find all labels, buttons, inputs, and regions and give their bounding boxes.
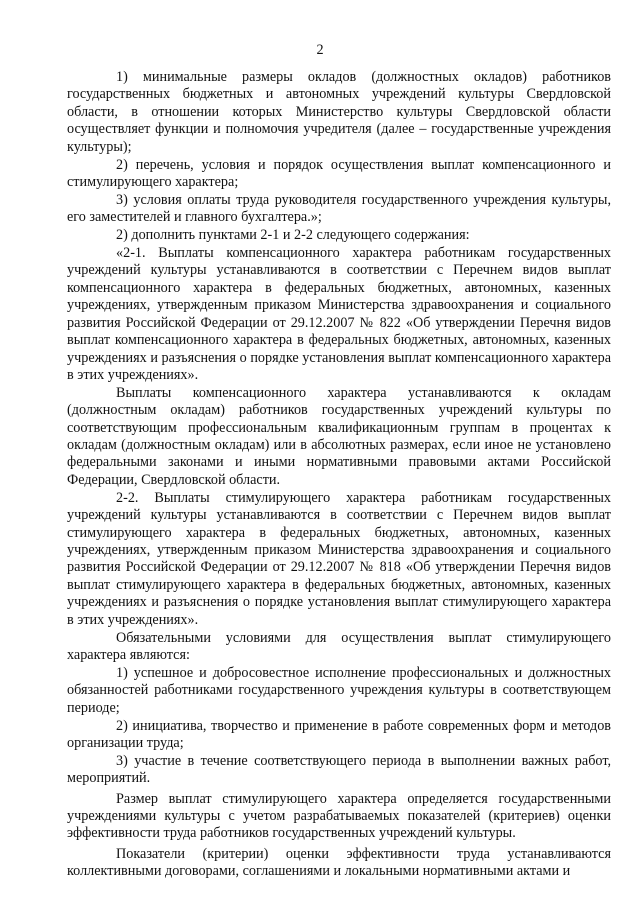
paragraph-condition-1: 1) успешное и добросовестное исполнение профессиональных и должностных обязанностей работниками государственного учреждения культуры в соответствующем периоде;: [67, 664, 611, 716]
paragraph-mandatory-conditions: Обязательными условиями для осуществления выплат стимулирующего характера являются:: [67, 629, 611, 663]
paragraph-item-2: 2) перечень, условия и порядок осуществления выплат компенсационного и стимулирующего характера;: [67, 156, 611, 190]
document-body: [67, 69, 611, 881]
page-number: 2: [316, 42, 324, 58]
paragraph-clause-2-1: «2-1. Выплаты компенсационного характера работникам государственных учреждений культуры устанавливаются в соответствии с Перечнем видов выплат компенсационного характера в федеральных бюджетных, автономных, казенных учреждениях, утвержденным приказом Министерства здравоохранения и социального развития Российской Федерации от 29.12.2007 № 822 «Об утверждении Перечня видов выплат компенсационного характера в федеральных бюджетных, автономных, казенных учреждениях и разъяснения о порядке установления выплат компенсационного характера в этих учреждениях».: [67, 245, 611, 383]
paragraph-condition-3: 3) участие в течение соответствующего периода в выполнении важных работ, мероприятий.: [67, 752, 611, 787]
paragraph-item-3: 3) условия оплаты труда руководителя государственного учреждения культуры, его заместителей и главного бухгалтера.»;: [67, 191, 611, 226]
paragraph-amendment-intro: 2) дополнить пунктами 2-1 и 2-2 следующего содержания:: [116, 227, 470, 244]
paragraph-clause-2-2: 2-2. Выплаты стимулирующего характера работникам государственных учреждений культуры устанавливаются в соответствии с Перечнем видов выплат стимулирующего характера в федеральных бюджетных, автономных, казенных учреждениях, утвержденным приказом Министерства здравоохранения и социального развития Российской Федерации от 29.12.2007 № 818 «Об утверждении Перечня видов выплат стимулирующего характера в федеральных бюджетных, автономных, казенных учреждениях и разъяснения о порядке установления выплат стимулирующего характера в этих учреждениях».: [67, 489, 611, 628]
paragraph-condition-2: 2) инициатива, творчество и применение в работе современных форм и методов организации труда;: [67, 717, 611, 751]
paragraph-performance-criteria: Показатели (критерии) оценки эффективности труда устанавливаются коллективными договорами, соглашениями и локальными нормативными актами и: [67, 845, 611, 880]
paragraph-item-1: 1) минимальные размеры окладов (должностных окладов) работников государственных бюджетных и автономных учреждений культуры Свердловской области, в отношении которых Министерство культуры Свердловской области осуществляет функции и полномочия учредителя (далее – государственные учреждения культуры);: [67, 69, 611, 155]
paragraph-incentive-size: Размер выплат стимулирующего характера определяется государственными учреждениями культуры с учетом разрабатываемых показателей (критериев) оценки эффективности труда работников государственных учреждений культуры.: [67, 790, 611, 842]
paragraph-compensation-payments: Выплаты компенсационного характера устанавливаются к окладам (должностным окладам) работников государственных учреждений культуры по соответствующим профессиональным квалификационным группам в процентах к окладам (должностным окладам) или в абсолютных размерах, если иное не установлено федеральными законами и иными нормативными правовыми актами Российской Федерации, Свердловской области.: [67, 384, 611, 488]
